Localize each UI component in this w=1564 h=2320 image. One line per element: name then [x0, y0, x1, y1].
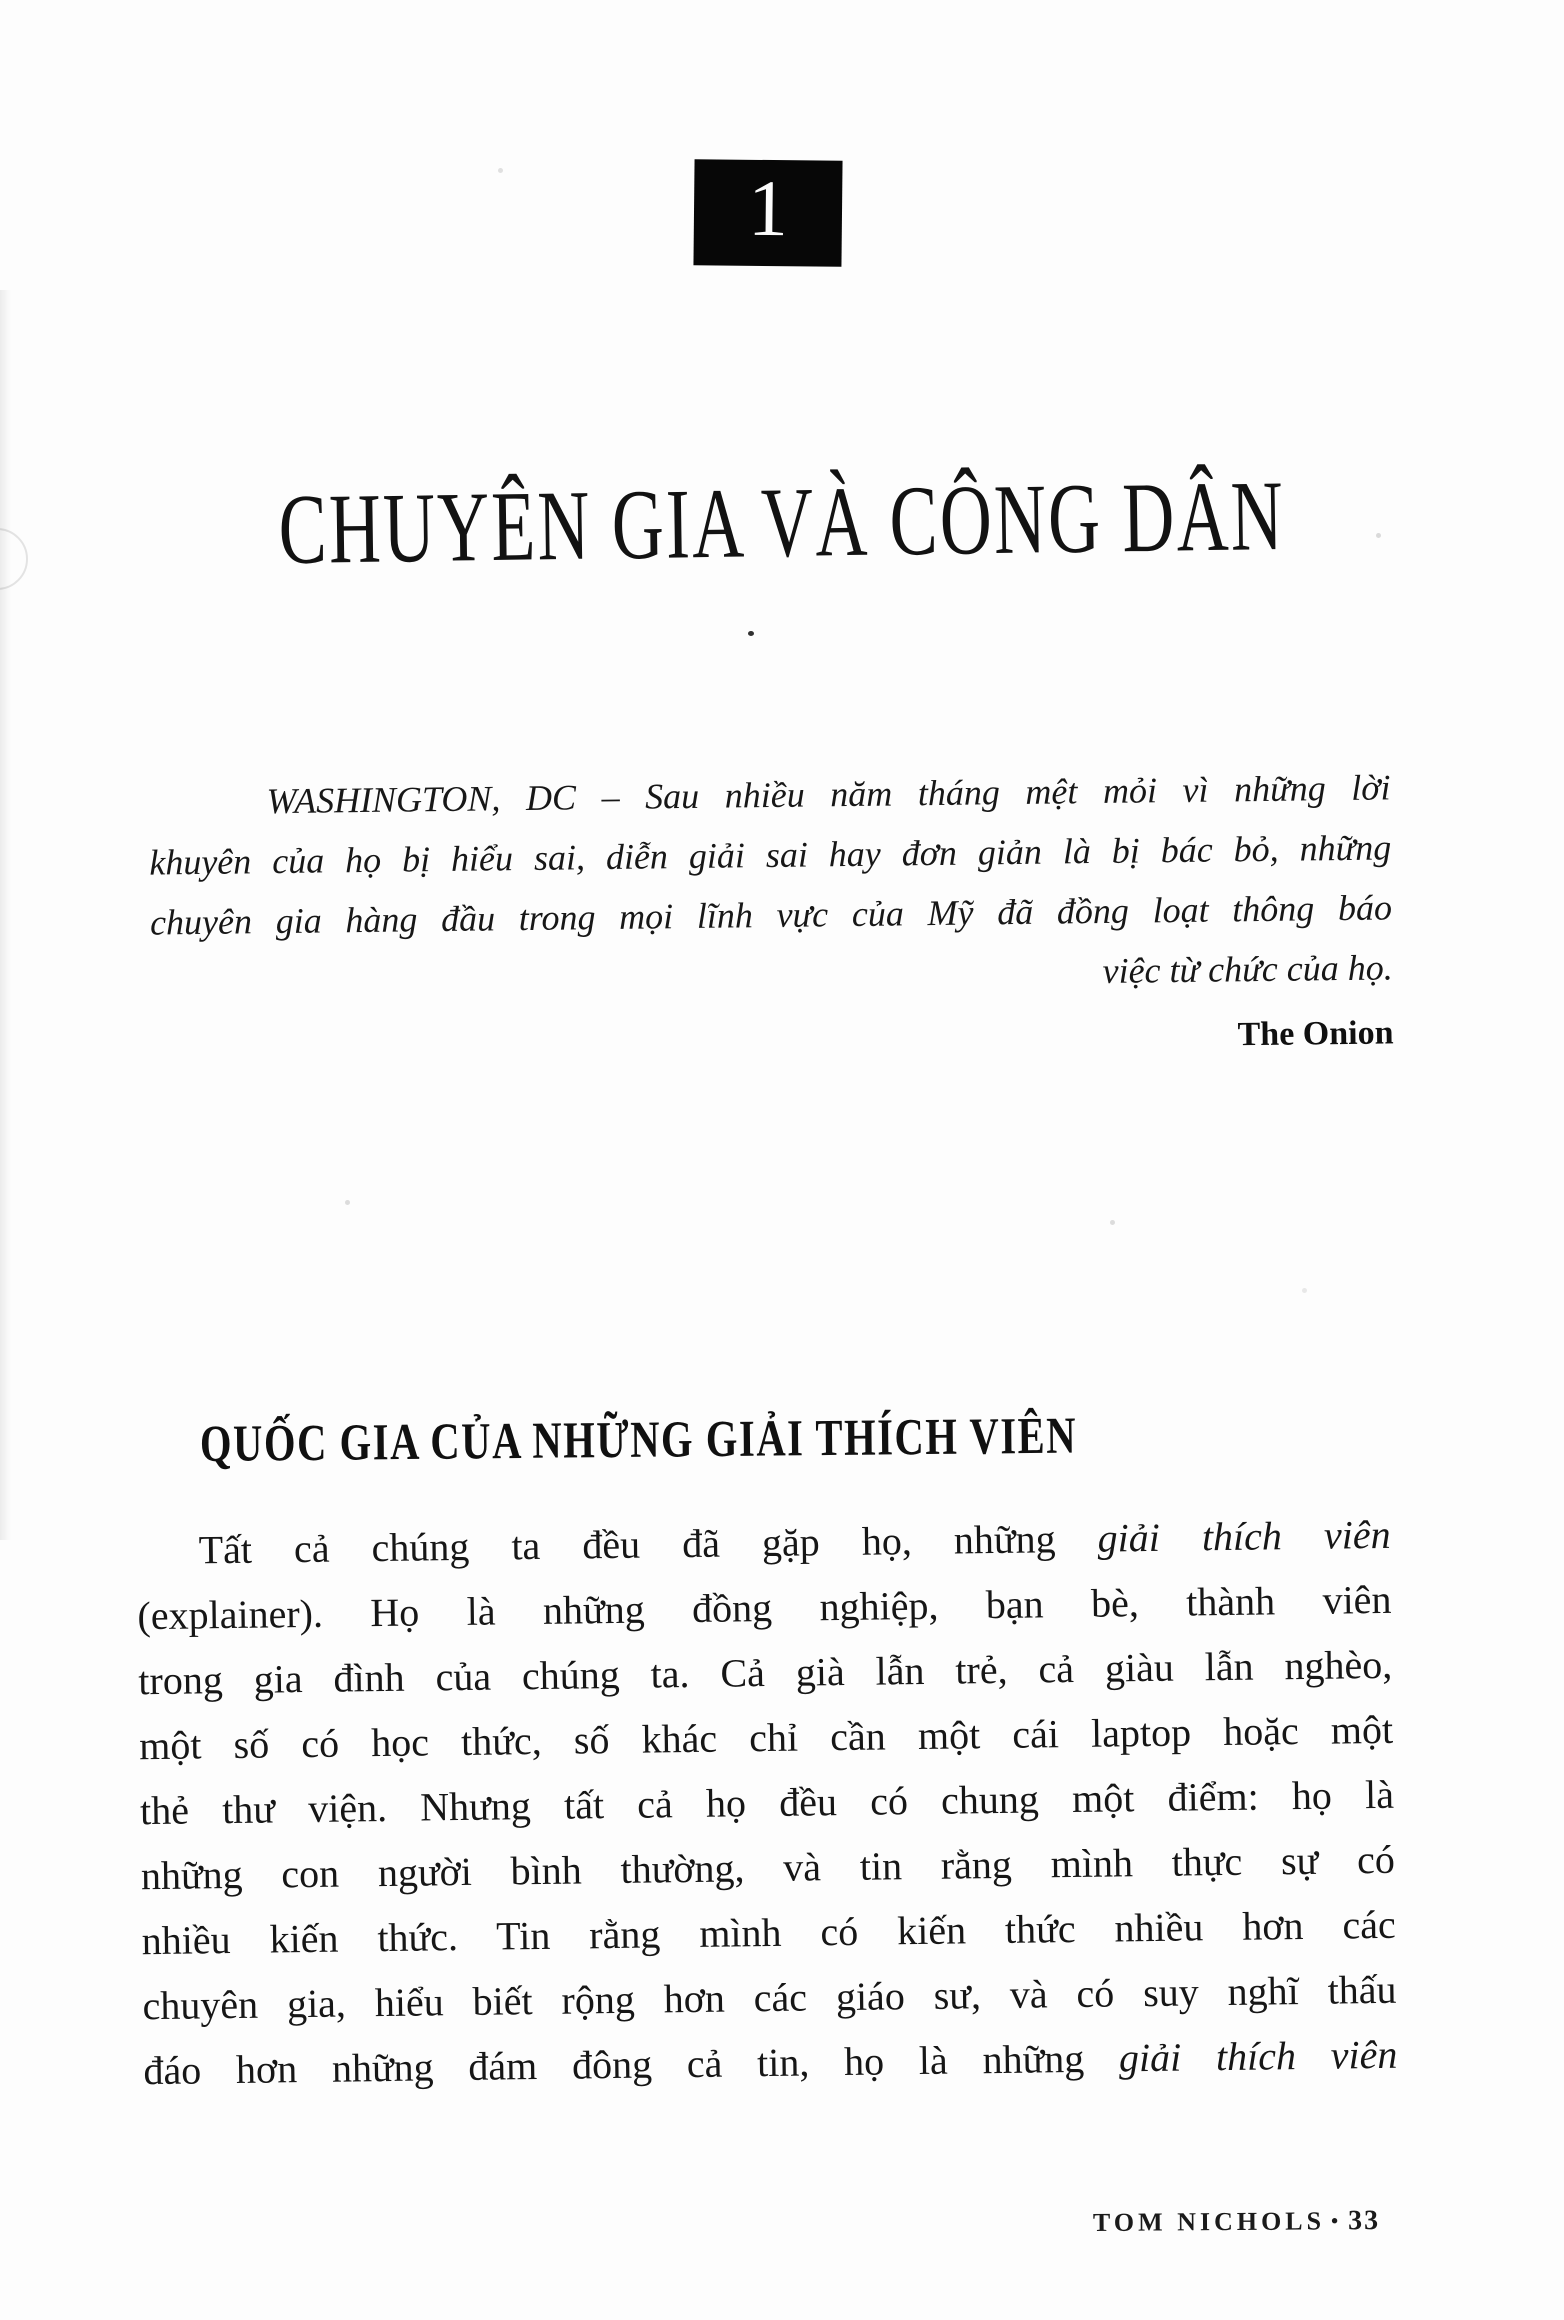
footer-page-number: 33 — [1347, 2204, 1381, 2237]
body-line-text: nhiều kiến thức. Tin rằng mình có kiến thức nhiều hơn các — [141, 1901, 1396, 1964]
scan-speck — [748, 631, 754, 636]
epigraph-line: WASHINGTON, DC – Sau nhiều năm tháng mệt mỏi vì những lời — [266, 767, 1391, 822]
body-line-text: những con người bình thường, và tin rằng mình thực sự có — [140, 1836, 1396, 1899]
section-heading: QUỐC GIA CỦA NHỮNG GIẢI THÍCH VIÊN — [199, 1407, 1078, 1473]
epigraph-line: việc từ chức của họ. — [1102, 947, 1393, 991]
epigraph-line: khuyên của họ bị hiểu sai, diễn giải sai hay đơn giản là bị bác bỏ, những — [149, 827, 1392, 883]
epigraph-attribution: The Onion — [1237, 1014, 1394, 1054]
footer-author: TOM NICHOLS — [1092, 2206, 1326, 2238]
body-line-text: một số có học thức, số khác chỉ cần một cái laptop hoặc một — [138, 1706, 1394, 1769]
scan-speck — [345, 1200, 350, 1205]
epigraph — [148, 757, 1394, 1070]
chapter-title: CHUYÊN GIA VÀ CÔNG DÂN — [278, 459, 1286, 586]
chapter-number-box — [693, 159, 842, 267]
body-line-text: Tất cả chúng ta đều đã gặp họ, những — [198, 1515, 1098, 1573]
body-line-text: đáo hơn những đám đông cả tin, họ là những — [143, 2035, 1120, 2094]
scan-speck — [1110, 1220, 1115, 1225]
body-line-emphasis: giải thích viên — [1097, 1511, 1391, 1561]
body-line-text: thẻ thư viện. Nhưng tất cả họ đều có chung một điểm: họ là — [139, 1771, 1395, 1834]
footer-separator-dot: • — [1330, 2210, 1339, 2233]
body-line-text: trong gia đình của chúng ta. Cả già lẫn trẻ, cả giàu lẫn nghèo, — [138, 1641, 1393, 1704]
body-line-emphasis: giải thích viên — [1118, 2031, 1398, 2081]
body-line-text: (explainer). Họ là những đồng nghiệp, bạn bè, thành viên — [137, 1576, 1392, 1639]
section-heading-row — [199, 1407, 1325, 1476]
body-line-text: chuyên gia, hiểu biết rộng hơn các giáo sư, và có suy nghĩ thấu — [142, 1966, 1397, 2029]
chapter-number: 1 — [747, 164, 789, 254]
chapter-title-row — [0, 459, 1564, 586]
page-footer — [1093, 2205, 1380, 2239]
scan-speck — [1302, 1288, 1307, 1293]
epigraph-line: chuyên gia hàng đầu trong mọi lĩnh vực của Mỹ đã đồng loạt thông báo — [149, 887, 1393, 943]
body-paragraph — [136, 1502, 1398, 2103]
scan-speck — [498, 168, 503, 173]
